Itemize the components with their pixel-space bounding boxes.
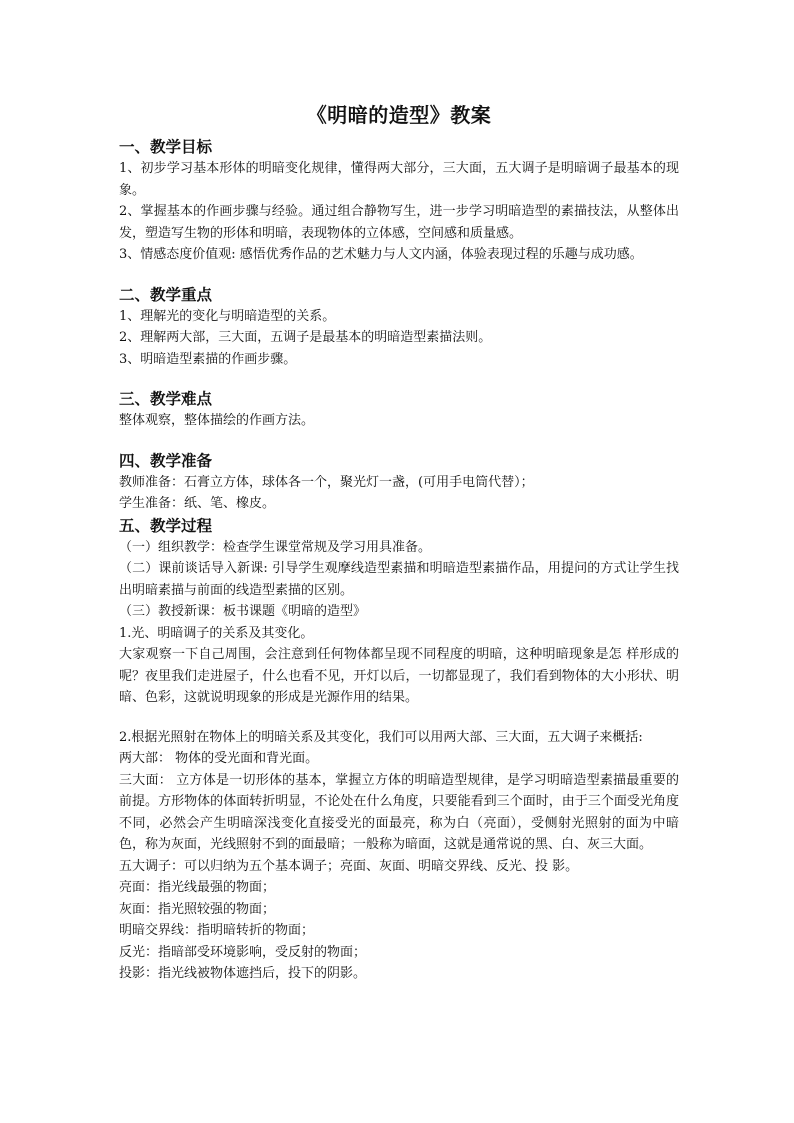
paragraph: 1、理解光的变化与明暗造型的关系。 <box>119 308 336 324</box>
paragraph: 反光：指暗部受环境影响，受反射的物面； <box>119 944 367 960</box>
paragraph: 学生准备：纸、笔、橡皮。 <box>119 496 276 511</box>
paragraph: 1、初步学习基本形体的明暗变化规律，懂得两大部分，三大面，五大调子是明暗调子最基本的现象。 <box>119 161 679 198</box>
paragraph: 2.根据光照射在物体上的明暗关系及其变化，我们可以用两大部、三大面，五大调子来概括: <box>119 729 643 745</box>
paragraph: 三大面： 立方体是一切形体的基本，掌握立方体的明暗造型规律，是学习明暗造型素描最重要的前提。方形物体的体面转折明显，不论处在什么角度，只要能看到三个面时，由于三个面受光角度不同，必然会产生明暗深浅变化直接受光的面最亮，称为白（亮面），受侧射光照射的面为中暗色，称为灰面，光线照射不到的面最暗；一般称为暗面，这就是通常说的黑、白、灰三大面。 <box>119 772 679 852</box>
paragraph: 3、情感态度价值观: 感悟优秀作品的艺术魅力与人文内涵，体验表现过程的乐趣与成功感。 <box>119 247 643 262</box>
section-heading: 三、教学难点 <box>119 389 213 408</box>
paragraph: 灰面：指光照较强的物面； <box>119 901 276 917</box>
paragraph: 整体观察，整体描绘的作画方法。 <box>119 413 315 428</box>
section-heading: 一、教学目标 <box>119 137 213 156</box>
paragraph: （一）组织教学：检查学生课堂常规及学习用具准备。 <box>119 539 432 555</box>
paragraph: 3、明暗造型素描的作画步骤。 <box>119 351 297 367</box>
paragraph: （二）课前谈话导入新课: 引导学生观摩线造型素描和明暗造型素描作品，用提问的方式让学生找出明暗素描与前面的线造型素描的区别。 <box>119 561 679 598</box>
spacer <box>119 266 679 284</box>
section-difficulties <box>119 388 679 432</box>
paragraph: 1.光、明暗调子的关系及其变化。 <box>119 625 314 641</box>
paragraph: 2、理解两大部，三大面，五调子是最基本的明暗造型素描法则。 <box>119 330 492 345</box>
paragraph: （三）教授新课：板书课题《明暗的造型》 <box>119 604 367 619</box>
paragraph: 2、掌握基本的作画步骤与经验。通过组合静物写生，进一步学习明暗造型的素描技法，从整体出发，塑造写生物的形体和明暗，表现物体的立体感，空间感和质量感。 <box>119 204 679 241</box>
section-heading: 五、教学过程 <box>119 515 213 535</box>
paragraph: 亮面：指光线最强的物面； <box>119 880 276 895</box>
spacer <box>119 432 679 450</box>
paragraph: 教师准备：石膏立方体，球体各一个，聚光灯一盏，(可用手电筒代替）； <box>119 474 534 490</box>
paragraph: 明暗交界线：指明暗转折的物面； <box>119 923 315 938</box>
section-key-points <box>119 284 679 371</box>
document-body <box>119 100 679 985</box>
section-objectives <box>119 136 679 266</box>
document-title: 《明暗的造型》教案 <box>306 103 492 127</box>
paragraph: 五大调子：可以归纳为五个基本调子；亮面、灰面、明暗交界线、反光、投 影。 <box>119 858 579 874</box>
section-preparation <box>119 450 679 515</box>
paragraph: 大家观察一下自己周围，会注意到任何物体都呈现不同程度的明暗，这种明暗现象是怎 样形成的呢？夜里我们走进屋子，什么也看不见，开灯以后，一切都显现了，我们看到物体的大小形状、明暗、色彩，这就说明现象的形成是光源作用的结果。 <box>119 647 679 705</box>
paragraph: 投影：指光线被物体遮挡后，投下的阴影。 <box>119 966 367 981</box>
spacer <box>119 709 679 727</box>
section-heading: 四、教学准备 <box>119 450 213 470</box>
paragraph: 两大部： 物体的受光面和背光面。 <box>119 751 319 766</box>
spacer <box>119 370 679 388</box>
section-process <box>119 515 679 985</box>
section-heading: 二、教学重点 <box>119 284 213 304</box>
